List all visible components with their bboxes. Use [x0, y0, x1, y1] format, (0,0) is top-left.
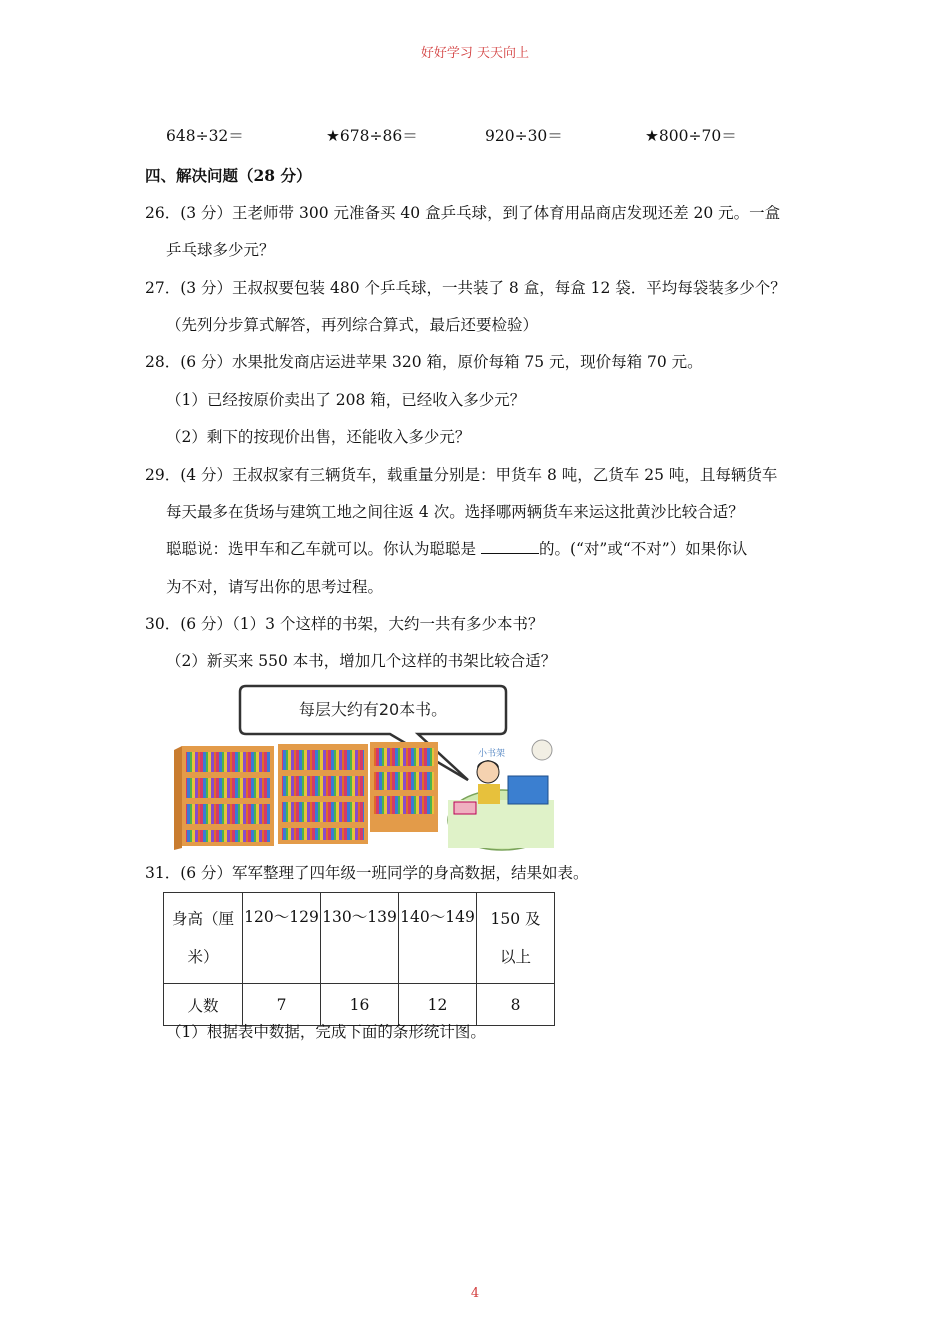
q31-line1: 31．(6 分）军军整理了四年级一班同学的身高数据，结果如表。 — [145, 864, 589, 882]
q29-line3-start: 聪聪说：选甲车和乙车就可以。你认为聪聪是 — [166, 540, 477, 558]
q26-line2: 乒乓球多少元？ — [166, 241, 275, 259]
section-title: 四、解决问题（28 分） — [145, 166, 312, 185]
q28-sub1: （1）已经按原价卖出了 208 箱，已经收入多少元？ — [166, 391, 526, 409]
calc-item-2: ★678÷86＝ — [326, 127, 418, 145]
q31-sub1: （1）根据表中数据，完成下面的条形统计图。 — [166, 1023, 486, 1041]
q26-line1: 26．(3 分）王老师带 300 元准备买 40 盒乒乓球，到了体育用品商店发现还差 20 元。一盒 — [145, 204, 781, 222]
answer-blank[interactable] — [481, 539, 539, 554]
q29-line1: 29．(4 分）王叔叔家有三辆货车，载重量分别是：甲货车 8 吨，乙货车 25 吨，且每辆货车 — [145, 466, 778, 484]
calc-item-4: ★800÷70＝ — [645, 127, 737, 145]
q28-line1: 28．(6 分）水果批发商店运进苹果 320 箱，原价每箱 75 元，现价每箱 70 元。 — [145, 353, 703, 371]
table-header-cell: 150 及以上 — [490, 910, 541, 966]
bookshelf-illustration — [168, 680, 554, 852]
bubble-text: 每层大约有20本书。 — [298, 700, 448, 719]
q27-line2: （先列分步算式解答，再列综合算式，最后还要检验） — [166, 316, 539, 334]
librarian-desk — [448, 740, 554, 850]
table-cell: 12 — [399, 984, 477, 1026]
q29-line2: 每天最多在货场与建筑工地之间往返 4 次。选择哪两辆货车来运这批黄沙比较合适？ — [166, 503, 744, 521]
sign-text: 小书架 — [478, 749, 506, 759]
table-header-cell: 身高（厘米） — [171, 910, 234, 966]
table-row-label: 人数 — [164, 984, 243, 1026]
height-table — [163, 892, 555, 1026]
q27-line1: 27．(3 分）王叔叔要包装 480 个乒乓球，一共装了 8 盒，每盒 12 袋．平均每袋装多少个？ — [145, 279, 786, 297]
q30-sub2: （2）新买来 550 本书，增加几个这样的书架比较合适？ — [166, 652, 557, 670]
q28-sub2: （2）剩下的按现价出售，还能收入多少元？ — [166, 428, 471, 446]
calc-item-1: 648÷32＝ — [166, 127, 244, 145]
table-header-cell: 140～149 — [399, 893, 477, 984]
table-header-cell: 130～139 — [321, 893, 399, 984]
table-row — [164, 984, 555, 1026]
table-header-row — [164, 893, 555, 984]
table-header-cell: 120～129 — [243, 893, 321, 984]
page-number: 4 — [470, 1286, 480, 1301]
table-cell: 16 — [321, 984, 399, 1026]
bookshelf-2 — [278, 744, 368, 844]
table-cell: 7 — [243, 984, 321, 1026]
page-header: 好好学习 天天向上 — [420, 46, 530, 61]
q29-line3 — [166, 539, 747, 559]
q29-line4: 为不对，请写出你的思考过程。 — [166, 578, 384, 596]
table-cell: 8 — [477, 984, 555, 1026]
calc-item-3: 920÷30＝ — [485, 127, 563, 145]
q29-line3-end: 的。(“对”或“不对”）如果你认 — [538, 540, 748, 558]
q30-line1: 30．(6 分）（1）3 个这样的书架，大约一共有多少本书？ — [145, 615, 544, 633]
bookshelf-3 — [370, 742, 438, 832]
bookshelf-1 — [174, 746, 274, 850]
